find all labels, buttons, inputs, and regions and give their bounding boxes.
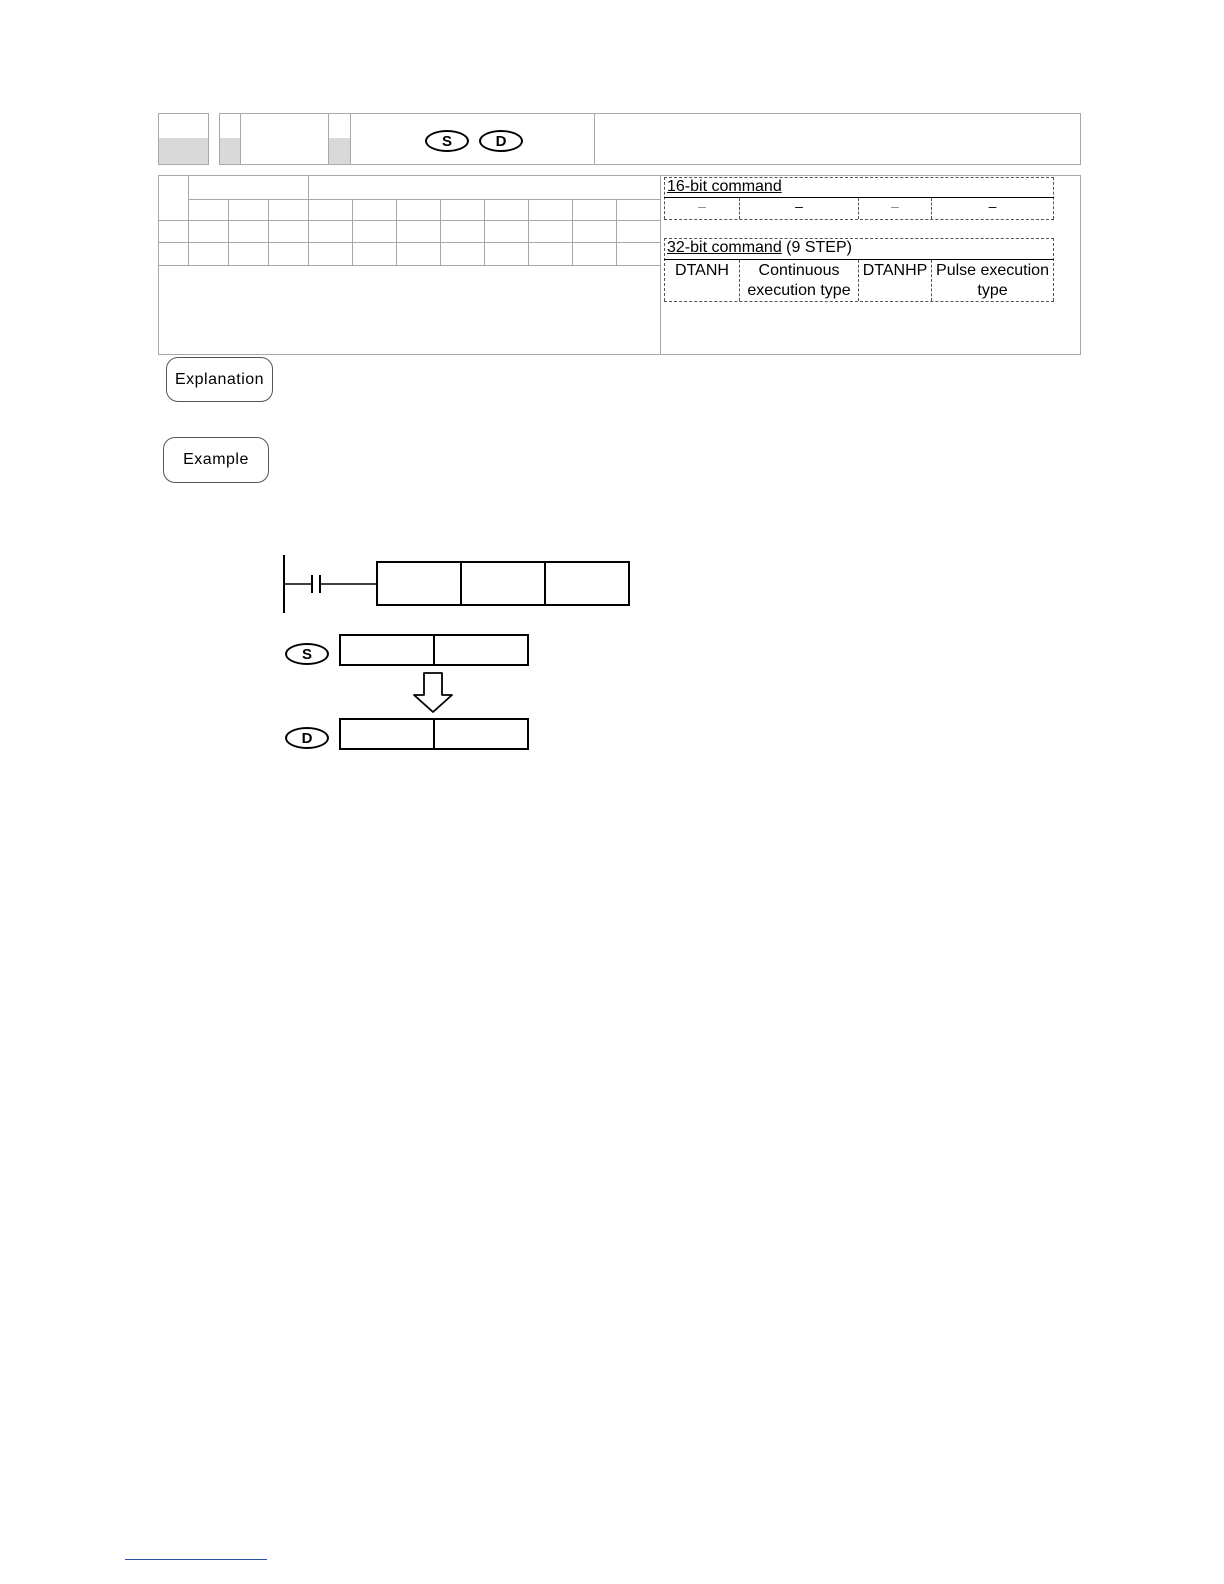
header-operand-s: S: [425, 130, 469, 152]
s-register-low: [340, 635, 434, 665]
footnote-rule: [125, 1559, 267, 1560]
cmd16-bottom-border: [664, 219, 1054, 220]
grid-vline-e: [352, 199, 353, 265]
cmd16-cell-3: –: [891, 198, 899, 214]
cmd32-bottom-border: [664, 301, 1054, 302]
d-register-high: [434, 719, 528, 749]
cmd16-cell-1: –: [698, 198, 706, 214]
instruction-box-2: [461, 562, 545, 605]
grid-vline-h: [484, 199, 485, 265]
mnemonic-p-shade: [329, 138, 350, 164]
s-register-high: [434, 635, 528, 665]
panel-divider: [660, 175, 661, 355]
function-box: [594, 113, 1081, 165]
d-register-low: [340, 719, 434, 749]
cmd32-title-rule: [664, 259, 1054, 260]
example-tag: Example: [163, 437, 269, 483]
explanation-tag: Explanation: [166, 357, 273, 402]
grid-vline-b: [308, 175, 309, 265]
header-operand-d: D: [479, 130, 523, 152]
cmd16-right-border: [1053, 177, 1054, 219]
api-number-shade: [159, 138, 208, 164]
instruction-box-1: [377, 562, 461, 605]
mnemonic-divider-3: [350, 113, 351, 165]
grid-hline-1: [188, 199, 660, 200]
grid-vline-f: [396, 199, 397, 265]
mnemonic-box: [219, 113, 595, 165]
cmd16-title: 16-bit command: [667, 178, 782, 195]
cmd32-cell-dtanhp: DTANHP: [862, 262, 928, 279]
grid-vline-d: [268, 199, 269, 265]
ladder-operand-s: S: [285, 643, 329, 665]
grid-hline-3: [158, 242, 660, 243]
grid-vline-i: [528, 199, 529, 265]
mnemonic-d-shade: [220, 138, 240, 164]
grid-vline-g: [440, 199, 441, 265]
cmd32-cell-continuous: Continuous execution type: [747, 262, 851, 299]
grid-hline-2: [158, 220, 660, 221]
cmd32-right-border: [1053, 238, 1054, 301]
cmd32-cell-pulse: Pulse execution type: [936, 262, 1049, 299]
ladder-operand-d: D: [285, 727, 329, 749]
down-arrow-icon: [414, 673, 452, 712]
grid-vline-c: [228, 199, 229, 265]
grid-vline-k: [616, 199, 617, 265]
grid-vline-a: [188, 175, 189, 265]
cmd16-cell-4: –: [988, 198, 997, 214]
cmd16-cell-2: –: [795, 198, 803, 214]
instruction-box-3: [545, 562, 629, 605]
grid-hline-4: [158, 265, 660, 266]
grid-vline-j: [572, 199, 573, 265]
mnemonic-divider-1: [240, 113, 241, 165]
cmd32-cell-dtanh: DTANH: [675, 262, 729, 279]
cmd32-title: 32-bit command (9 STEP): [667, 239, 852, 256]
